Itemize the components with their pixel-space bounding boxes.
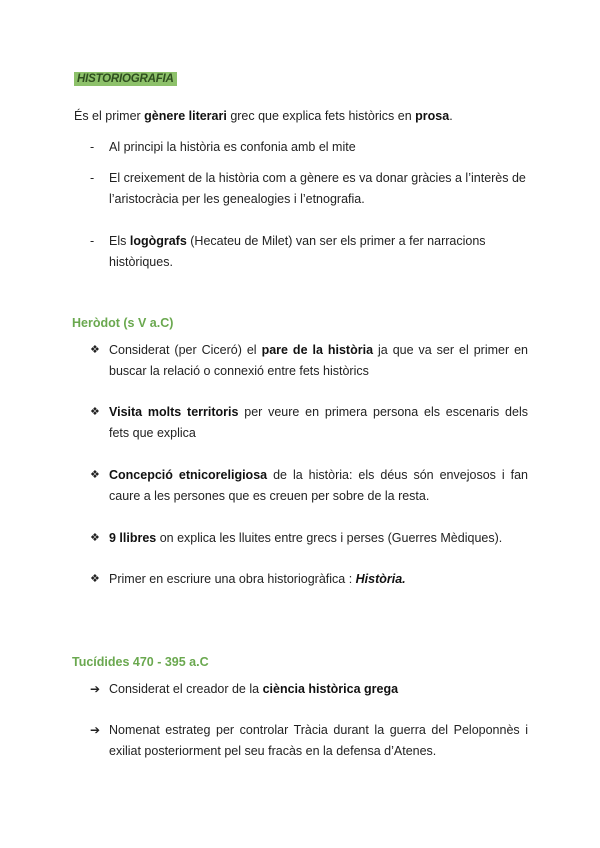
- list-item: [90, 340, 528, 382]
- list-item-bold: pare de la història: [261, 343, 374, 357]
- dash-marker: -: [90, 171, 95, 185]
- list-item-bold: Visita molts territoris: [109, 405, 239, 419]
- arrow-right-icon: ➔: [90, 682, 101, 696]
- list-item-text: [109, 528, 528, 549]
- diamond-bullet-icon: ❖: [90, 573, 100, 585]
- list-item-text-part: (Hecateu de Milet) van ser els primer a fer narracions històriques.: [109, 234, 486, 269]
- list-item-bold: logògrafs: [129, 234, 187, 248]
- list-item-text-part: per veure en primera persona els escenaris dels fets que explica: [109, 405, 528, 440]
- list-item-text-part: de la història: els déus són envejosos i fan caure a les persones que es creuen per sobre de la resta.: [109, 468, 529, 503]
- list-item-text-part: Primer en escriure una obra historiogràfica :: [109, 572, 356, 586]
- list-item-text-part: Considerat el creador de la: [109, 682, 263, 696]
- section-heading-herodot: Heròdot (s V a.C): [72, 316, 174, 330]
- list-item: [90, 137, 530, 158]
- section-heading-tucidides: Tucídides 470 - 395 a.C: [72, 655, 209, 669]
- list-item-text: Al principi la història es confonia amb el mite: [109, 140, 356, 154]
- list-item: [90, 679, 528, 700]
- intro-bold-2: prosa: [415, 109, 450, 123]
- list-item: [90, 231, 530, 273]
- document-title: HISTORIOGRAFIA: [74, 72, 177, 86]
- diamond-bullet-icon: ❖: [90, 344, 100, 356]
- diamond-bullet-icon: ❖: [90, 469, 100, 481]
- list-item-bold-italic: Història.: [355, 572, 406, 586]
- list-item-text-part: on explica les lluites entre grecs i perses (Guerres Mèdiques).: [156, 531, 503, 545]
- list-item-text: [109, 340, 528, 382]
- list-item-text: [109, 679, 528, 700]
- intro-bold-1: gènere literari: [144, 109, 227, 123]
- list-item-text: [109, 569, 528, 590]
- list-item: [90, 569, 528, 590]
- list-item-bold: Concepció etnicoreligiosa: [109, 468, 268, 482]
- intro-text-3: .: [449, 109, 453, 123]
- list-item-text: Nomenat estrateg per controlar Tràcia durant la guerra del Peloponnès i exiliat posteriorment pel seu fracàs en la defensa d’Atenes.: [109, 723, 528, 758]
- list-item-text: [109, 402, 528, 444]
- diamond-bullet-icon: ❖: [90, 406, 100, 418]
- list-item-bold: ciència històrica grega: [262, 682, 399, 696]
- list-item-bold: 9 llibres: [109, 531, 157, 545]
- arrow-right-icon: ➔: [90, 723, 101, 737]
- list-item: [90, 402, 528, 444]
- list-item: [90, 465, 528, 507]
- list-item-text-part: Els: [109, 234, 130, 248]
- list-item: [90, 720, 528, 762]
- intro-text-1: És el primer: [74, 109, 145, 123]
- list-item-text-part: ja que va ser el primer en buscar la relació o connexió entre fets històrics: [109, 343, 528, 378]
- list-item: [90, 168, 530, 210]
- intro-text-2: grec que explica fets històrics en: [226, 109, 416, 123]
- dash-marker: -: [90, 234, 95, 248]
- dash-marker: -: [90, 140, 95, 154]
- list-item-text: [109, 465, 528, 507]
- diamond-bullet-icon: ❖: [90, 532, 100, 544]
- list-item: [90, 528, 528, 549]
- list-item-text: [109, 231, 530, 273]
- list-item-text-part: Considerat (per Ciceró) el: [109, 343, 262, 357]
- list-item-text: El creixement de la història com a gènere es va donar gràcies a l’interès de l’aristocràcia per les genealogies i l’etnografia.: [109, 171, 526, 206]
- intro-paragraph: [74, 107, 534, 125]
